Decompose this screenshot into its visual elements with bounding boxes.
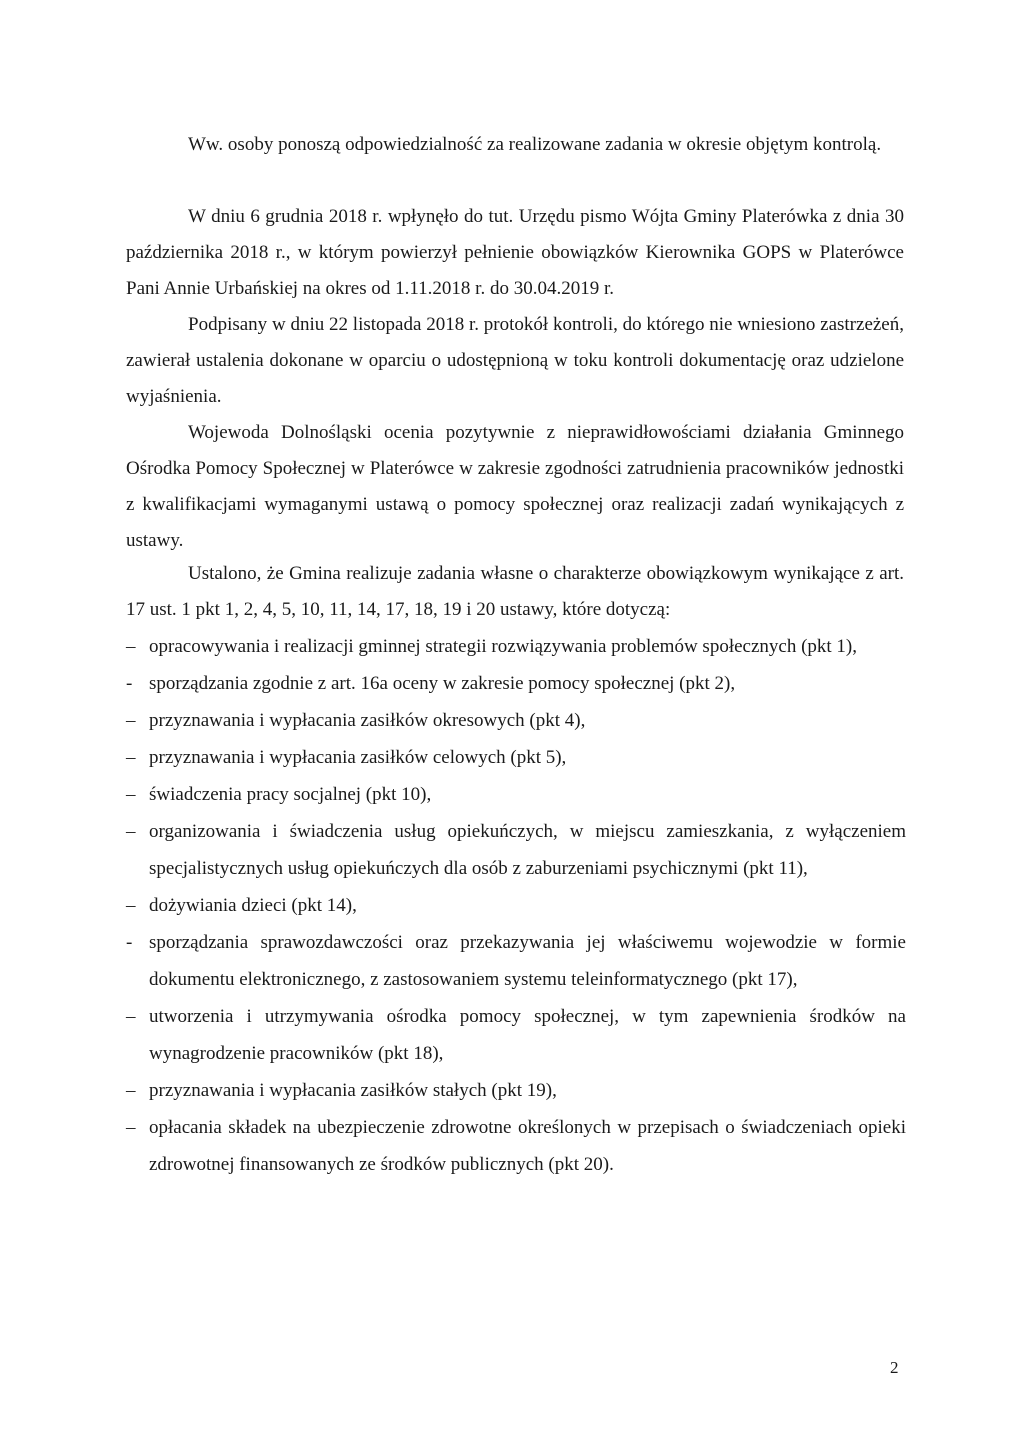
paragraph-assessment: Wojewoda Dolnośląski ocenia pozytywnie z nieprawidłowościami działania Gminnego Ośrodka Pomocy Społecznej w Platerówce w zakresie zgodności zatrudnienia pracowników jednostki z kwalifikacjami wymaganymi ustawą o pomocy społecznej oraz realizacji zadań wynikających z ustawy. — [126, 422, 904, 551]
list-marker: - — [126, 673, 133, 694]
list-item-text: przyznawania i wypłacania zasiłków celowych (pkt 5), — [149, 747, 567, 768]
list-item-text: sporządzania sprawozdawczości oraz przekazywania jej właściwemu wojewodzie w formie dokumentu elektronicznego, z zastosowaniem systemu teleinformatycznego (pkt 17), — [149, 932, 906, 990]
list-marker: - — [126, 932, 133, 953]
list-item — [126, 776, 906, 813]
list-item — [126, 1109, 906, 1183]
list-marker: – — [126, 636, 136, 657]
list-item-text: opracowywania i realizacji gminnej strategii rozwiązywania problemów społecznych (pkt 1), — [149, 636, 858, 657]
list-item-text: świadczenia pracy socjalnej (pkt 10), — [149, 784, 432, 805]
list-marker: – — [126, 1006, 136, 1027]
list-marker: – — [126, 821, 136, 842]
list-item — [126, 739, 906, 776]
obligations-list — [126, 628, 906, 1183]
list-item — [126, 665, 906, 702]
list-marker: – — [126, 1117, 136, 1138]
list-marker: – — [126, 710, 136, 731]
paragraph-responsibility: Ww. osoby ponoszą odpowiedzialność za realizowane zadania w okresie objętym kontrolą. — [188, 134, 882, 155]
list-item — [126, 702, 906, 739]
list-item-text: sporządzania zgodnie z art. 16a oceny w zakresie pomocy społecznej (pkt 2), — [149, 673, 736, 694]
list-item — [126, 998, 906, 1072]
list-marker: – — [126, 747, 136, 768]
list-marker: – — [126, 784, 136, 805]
paragraph-letter-received: W dniu 6 grudnia 2018 r. wpłynęło do tut. Urzędu pismo Wójta Gminy Platerówka z dnia 30 października 2018 r., w którym powierzył pełnienie obowiązków Kierownika GOPS w Platerówce Pani Annie Urbańskiej na okres od 1.11.2018 r. do 30.04.2019 r. — [126, 206, 904, 299]
list-item-text: dożywiania dzieci (pkt 14), — [149, 895, 357, 916]
list-item — [126, 1072, 906, 1109]
paragraph-findings-intro: Ustalono, że Gmina realizuje zadania własne o charakterze obowiązkowym wynikające z art. 17 ust. 1 pkt 1, 2, 4, 5, 10, 11, 14, 17, 18, 19 i 20 ustawy, które dotyczą: — [126, 563, 904, 620]
list-item-text: przyznawania i wypłacania zasiłków stałych (pkt 19), — [149, 1080, 557, 1101]
list-item-text: przyznawania i wypłacania zasiłków okresowych (pkt 4), — [149, 710, 586, 731]
list-item-text: organizowania i świadczenia usług opiekuńczych, w miejscu zamieszkania, z wyłączeniem specjalistycznych usług opiekuńczych dla osób z zaburzeniami psychicznymi (pkt 11), — [149, 821, 906, 879]
list-item-text: utworzenia i utrzymywania ośrodka pomocy społecznej, w tym zapewnienia środków na wynagrodzenie pracowników (pkt 18), — [149, 1006, 906, 1064]
list-item-text: opłacania składek na ubezpieczenie zdrowotne określonych w przepisach o świadczeniach opieki zdrowotnej finansowanych ze środków publicznych (pkt 20). — [149, 1117, 906, 1175]
list-item — [126, 924, 906, 998]
list-item — [126, 887, 906, 924]
list-item — [126, 813, 906, 887]
page-number: 2 — [890, 1358, 899, 1377]
paragraph-protocol-signed: Podpisany w dniu 22 listopada 2018 r. protokół kontroli, do którego nie wniesiono zastrzeżeń, zawierał ustalenia dokonane w oparciu o udostępnioną w toku kontroli dokumentację oraz udzielone wyjaśnienia. — [126, 314, 904, 407]
list-marker: – — [126, 1080, 136, 1101]
list-marker: – — [126, 895, 136, 916]
list-item — [126, 628, 906, 665]
